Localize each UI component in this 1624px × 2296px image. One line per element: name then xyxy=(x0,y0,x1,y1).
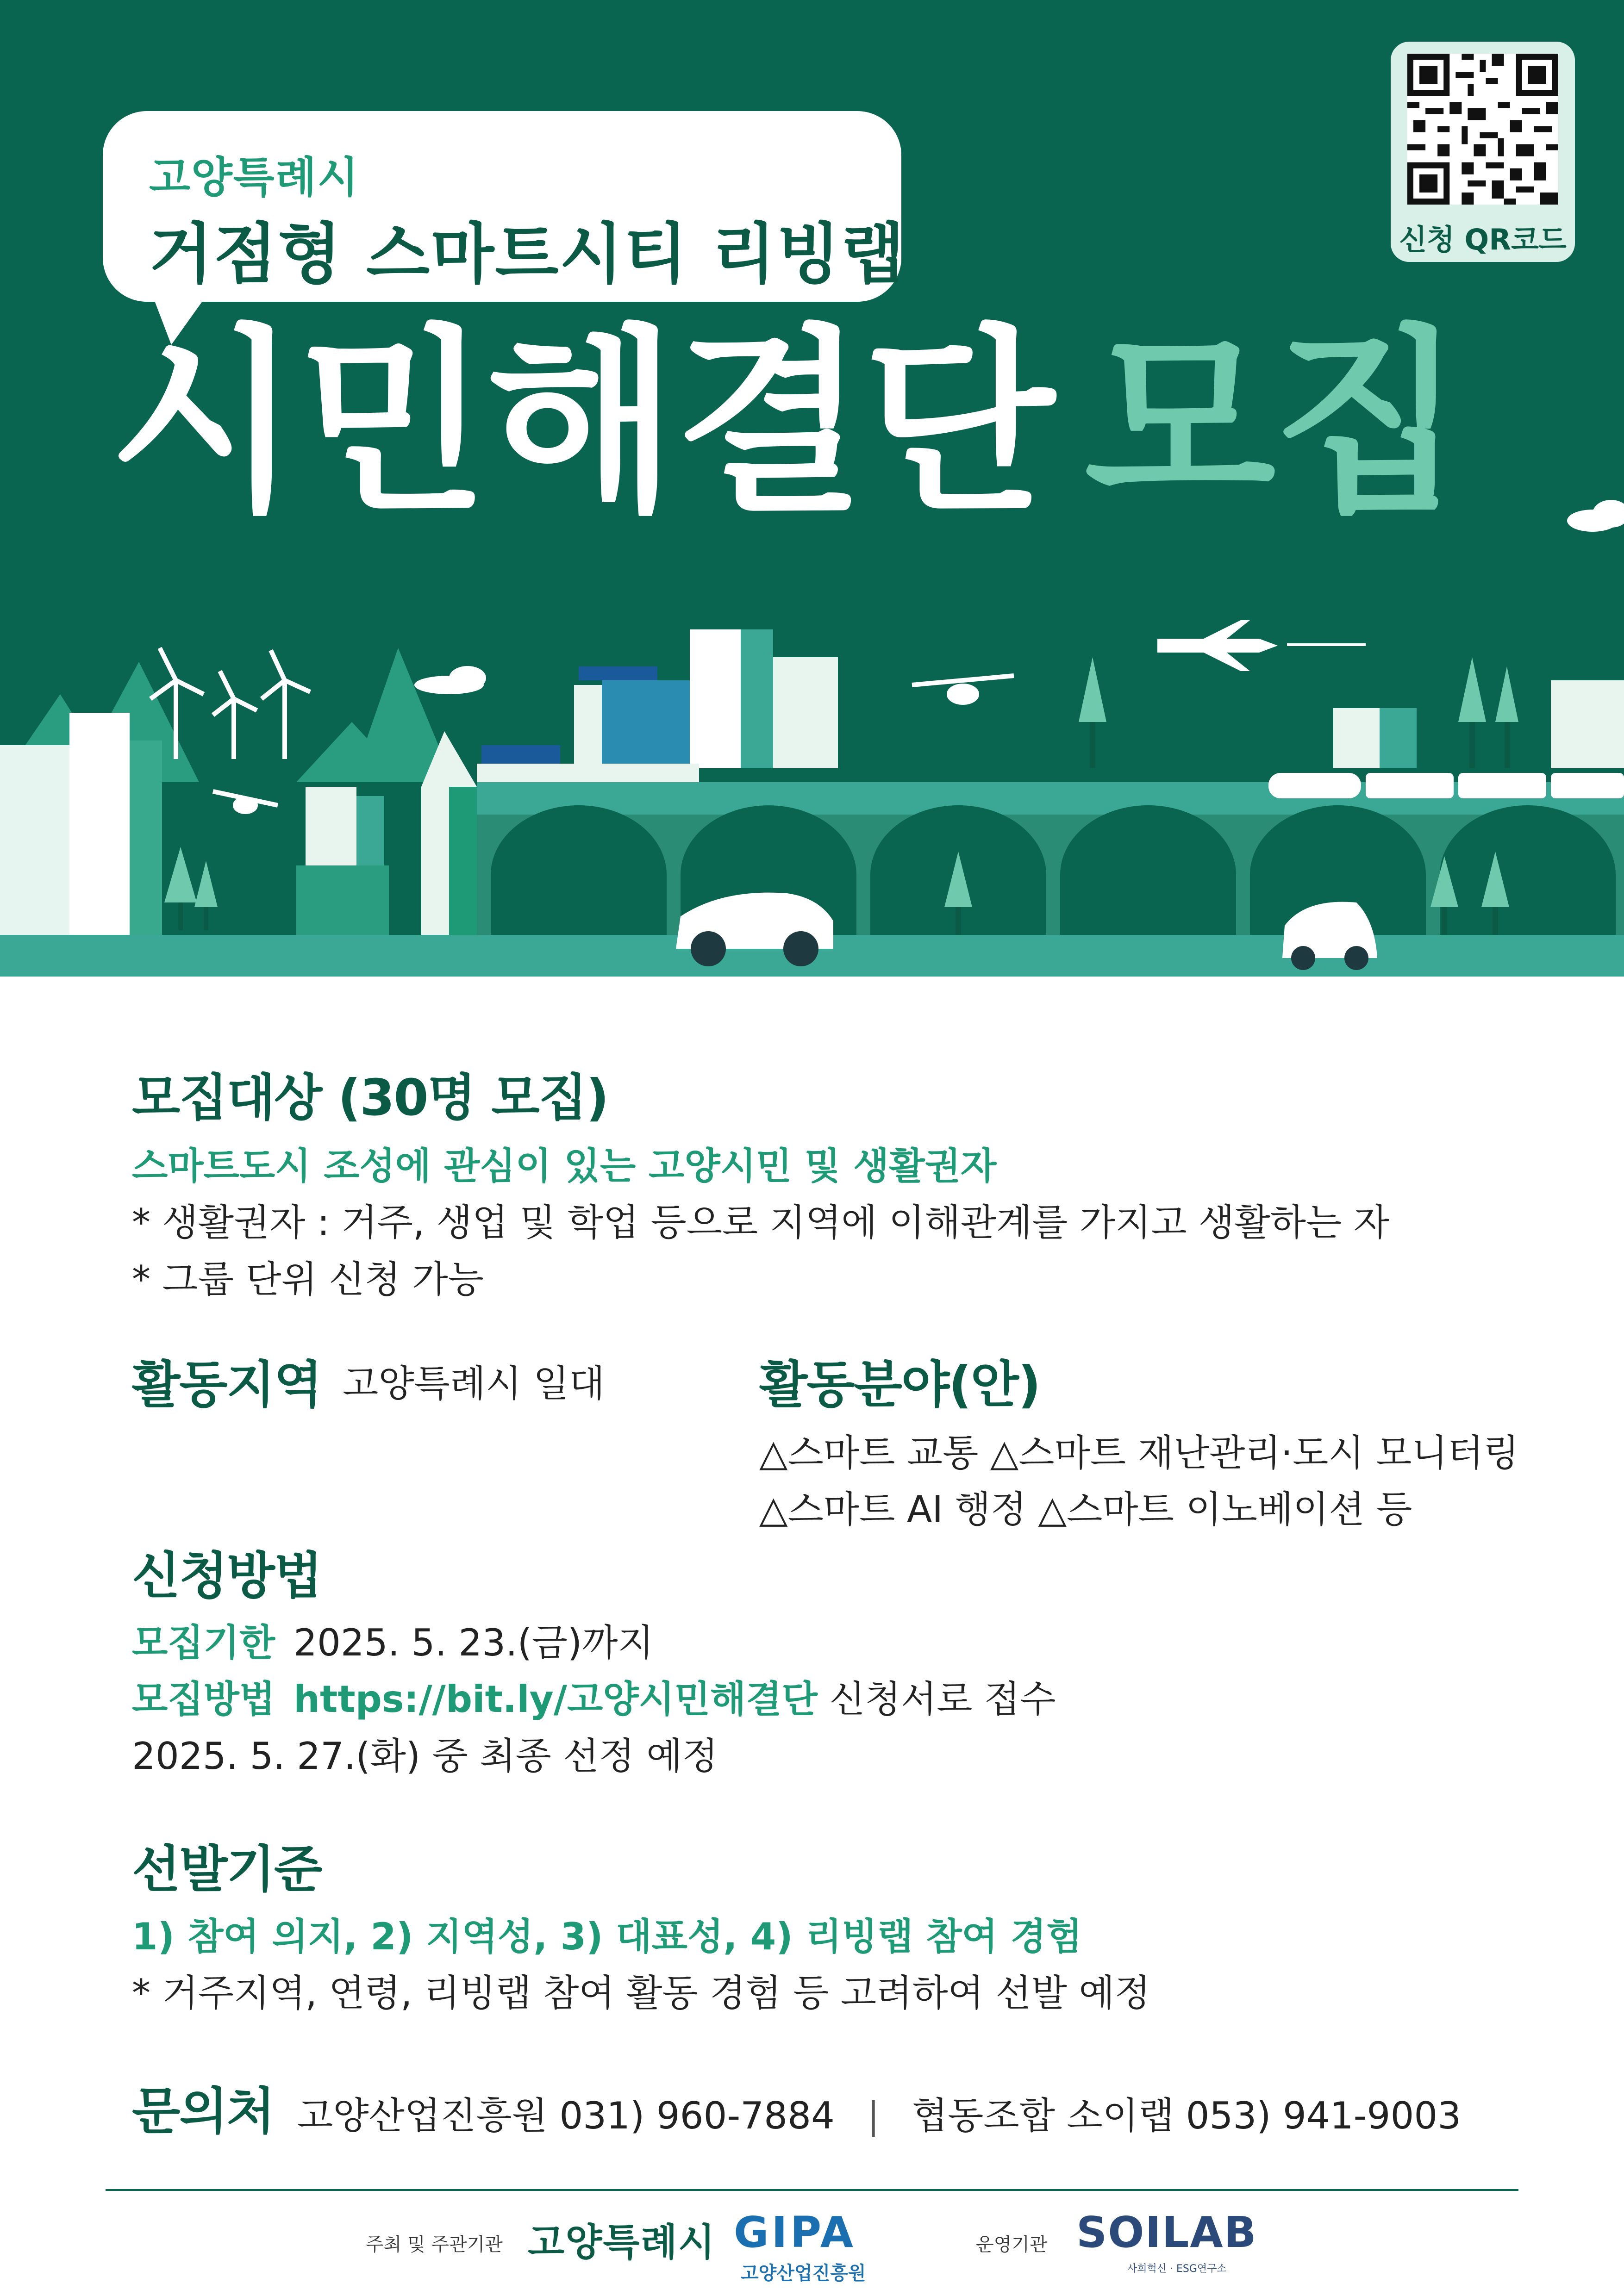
fields-heading: 활동분야(안) xyxy=(759,1356,1040,1414)
soilab-tagline: 사회혁신 · ESG연구소 xyxy=(1127,2263,1227,2275)
qr-code-icon xyxy=(1407,54,1558,205)
fields-line-2: △스마트 AI 행정 △스마트 이노베이션 등 xyxy=(759,1488,1412,1531)
selection-note: 2025. 5. 27.(화) 중 최종 선정 예정 xyxy=(132,1735,718,1778)
headline-main: 시민해결단 xyxy=(109,308,1052,538)
footer-divider xyxy=(106,2189,1518,2191)
method-label: 모집방법 xyxy=(132,1678,275,1721)
soilab-logo: SOILAB xyxy=(1076,2208,1257,2257)
contact-separator: | xyxy=(867,2094,880,2137)
qr-code-image[interactable] xyxy=(1407,54,1558,205)
deadline-value: 2025. 5. 23.(금)까지 xyxy=(294,1621,654,1664)
elevated-rail xyxy=(477,782,1624,935)
qr-label: 신청 QR코드 xyxy=(1399,223,1567,256)
apply-deadline xyxy=(132,1613,654,1666)
organizer-subtitle: 고양특례시 xyxy=(149,153,360,202)
apply-method xyxy=(132,1669,1056,1723)
area-value: 고양특례시 일대 xyxy=(343,1362,605,1405)
target-heading: 모집대상 (30명 모집) xyxy=(132,1069,608,1127)
hero-banner xyxy=(0,0,1624,977)
train xyxy=(1268,773,1624,798)
target-note-1: * 생활권자 : 거주, 생업 및 학업 등으로 지역에 이해관계를 가지고 생활하는 자 xyxy=(132,1201,1389,1244)
deadline-label: 모집기한 xyxy=(132,1621,275,1664)
headline-recruit: 모집 xyxy=(1084,308,1462,538)
gipa-name: 고양산업진흥원 xyxy=(741,2263,866,2284)
contact-first: 고양산업진흥원 031) 960-7884 xyxy=(297,2094,835,2137)
fields-line-1: △스마트 교통 △스마트 재난관리·도시 모니터링 xyxy=(759,1431,1519,1475)
central-buildings xyxy=(477,629,838,782)
program-title: 거점형 스마트시티 리빙랩 xyxy=(149,216,906,292)
airplane-icon xyxy=(1157,620,1366,671)
application-link[interactable]: https://bit.ly/고양시민해결단 xyxy=(294,1678,818,1721)
criteria-heading: 선발기준 xyxy=(132,1841,322,1898)
host-logo: 고양특례시 xyxy=(528,2221,716,2265)
wind-turbines xyxy=(150,648,310,759)
method-suffix: 신청서로 접수 xyxy=(817,1678,1056,1721)
area-heading: 활동지역 xyxy=(132,1356,322,1414)
page-title xyxy=(109,308,1462,538)
target-note-2: * 그룹 단위 신청 가능 xyxy=(132,1258,484,1301)
apply-heading: 신청방법 xyxy=(132,1547,322,1605)
criteria-highlight: 1) 참여 의지, 2) 지역성, 3) 대표성, 4) 리빙랩 참여 경험 xyxy=(132,1915,1082,1958)
contact-second: 협동조합 소이랩 053) 941-9003 xyxy=(912,2094,1462,2137)
criteria-note: * 거주지역, 연령, 리빙랩 참여 활동 경험 등 고려하여 선발 예정 xyxy=(132,1972,1150,2015)
qr-code-card[interactable] xyxy=(1391,42,1575,262)
contact-row xyxy=(132,2071,1461,2143)
contact-heading: 문의처 xyxy=(132,2083,274,2140)
host-label: 주최 및 주관기관 xyxy=(366,2234,503,2255)
operator-label: 운영기관 xyxy=(976,2234,1048,2255)
gipa-logo: GIPA xyxy=(734,2208,856,2257)
title-speech-bubble xyxy=(103,111,906,302)
target-highlight: 스마트도시 조성에 관심이 있는 고양시민 및 생활권자 xyxy=(132,1145,997,1188)
